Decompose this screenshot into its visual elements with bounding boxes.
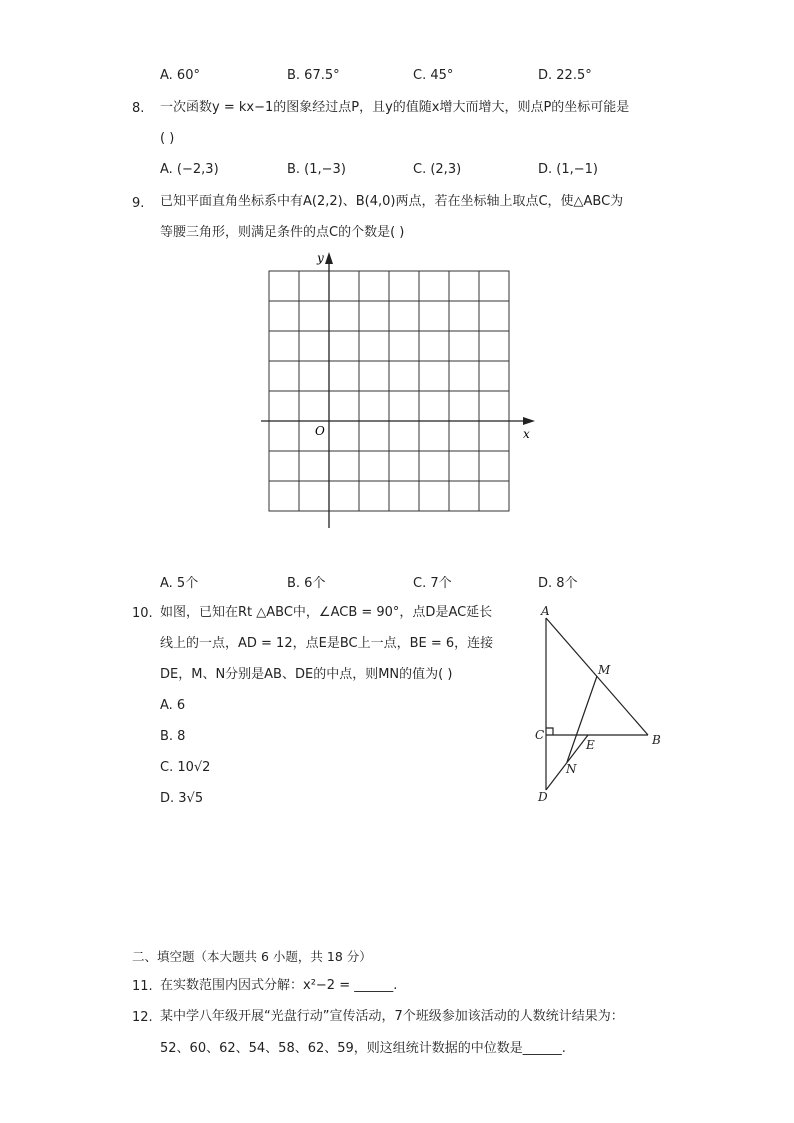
y-axis-label: y [317,251,324,265]
q8-number: 8. [132,101,145,116]
q8-option-a[interactable]: A. (−2,3) [160,162,219,177]
q9-option-b[interactable]: B. 6个 [287,576,326,591]
q9-option-d[interactable]: D. 8个 [538,576,578,591]
q7-option-d[interactable]: D. 22.5° [538,68,592,83]
q11-text: 在实数范围内因式分解：x²−2 = ______. [160,978,398,993]
origin-label: O [315,424,325,438]
q9-stem-line1: 已知平面直角坐标系中有A(2,2)、B(4,0)两点，若在坐标轴上取点C，使△ABC为 [160,194,624,209]
grid-lines [269,271,509,511]
q10-number: 10. [132,606,153,621]
q11-number: 11. [132,979,153,994]
q12-stem-line2: 52、60、62、54、58、62、59，则这组统计数据的中位数是______. [160,1041,566,1056]
q10-stem-line3: DE，M、N分别是AB、DE的中点，则MN的值为( ) [160,667,453,682]
q9-coordinate-grid [255,248,545,533]
q10-option-b[interactable]: B. 8 [160,729,186,744]
section-heading: 二、填空题（本大题共 6 小题，共 18 分） [132,949,372,964]
x-axis-label: x [523,427,530,441]
q8-option-b[interactable]: B. (1,−3) [287,162,346,177]
q8-option-d[interactable]: D. (1,−1) [538,162,598,177]
q7-option-c[interactable]: C. 45° [413,68,454,83]
label-c: C [535,728,545,742]
q9-number: 9. [132,196,145,211]
q8-option-c[interactable]: C. (2,3) [413,162,462,177]
right-angle-mark [546,728,553,735]
q12-number: 12. [132,1010,153,1025]
q9-stem-line2: 等腰三角形，则满足条件的点C的个数是( ) [160,225,405,240]
q10-option-a[interactable]: A. 6 [160,698,186,713]
label-a: A [541,604,550,618]
q10-stem-line1: 如图，已知在Rt △ABC中，∠ACB = 90°，点D是AC延长 [160,605,493,620]
q7-option-b[interactable]: B. 67.5° [287,68,340,83]
q10-option-d[interactable]: D. 3√5 [160,791,204,806]
label-e: E [586,738,595,752]
q10-option-c[interactable]: C. 10√2 [160,760,211,775]
label-n: N [566,762,577,776]
q10-stem-line2: 线上的一点，AD = 12，点E是BC上一点，BE = 6，连接 [160,636,494,651]
label-d: D [538,790,548,804]
q9-option-c[interactable]: C. 7个 [413,576,452,591]
q9-option-a[interactable]: A. 5个 [160,576,199,591]
label-m: M [598,663,611,677]
q10-triangle-figure [525,600,670,810]
q8-stem-line1: 一次函数y = kx−1的图象经过点P，且y的值随x增大而增大，则点P的坐标可能是 [160,100,630,115]
label-b: B [652,733,661,747]
x-axis-arrow [523,417,535,425]
q12-stem-line1: 某中学八年级开展“光盘行动”宣传活动，7个班级参加该活动的人数统计结果为： [160,1009,624,1024]
q7-option-a[interactable]: A. 60° [160,68,200,83]
y-axis-arrow [325,252,333,264]
q8-stem-line2: ( ) [160,131,175,146]
